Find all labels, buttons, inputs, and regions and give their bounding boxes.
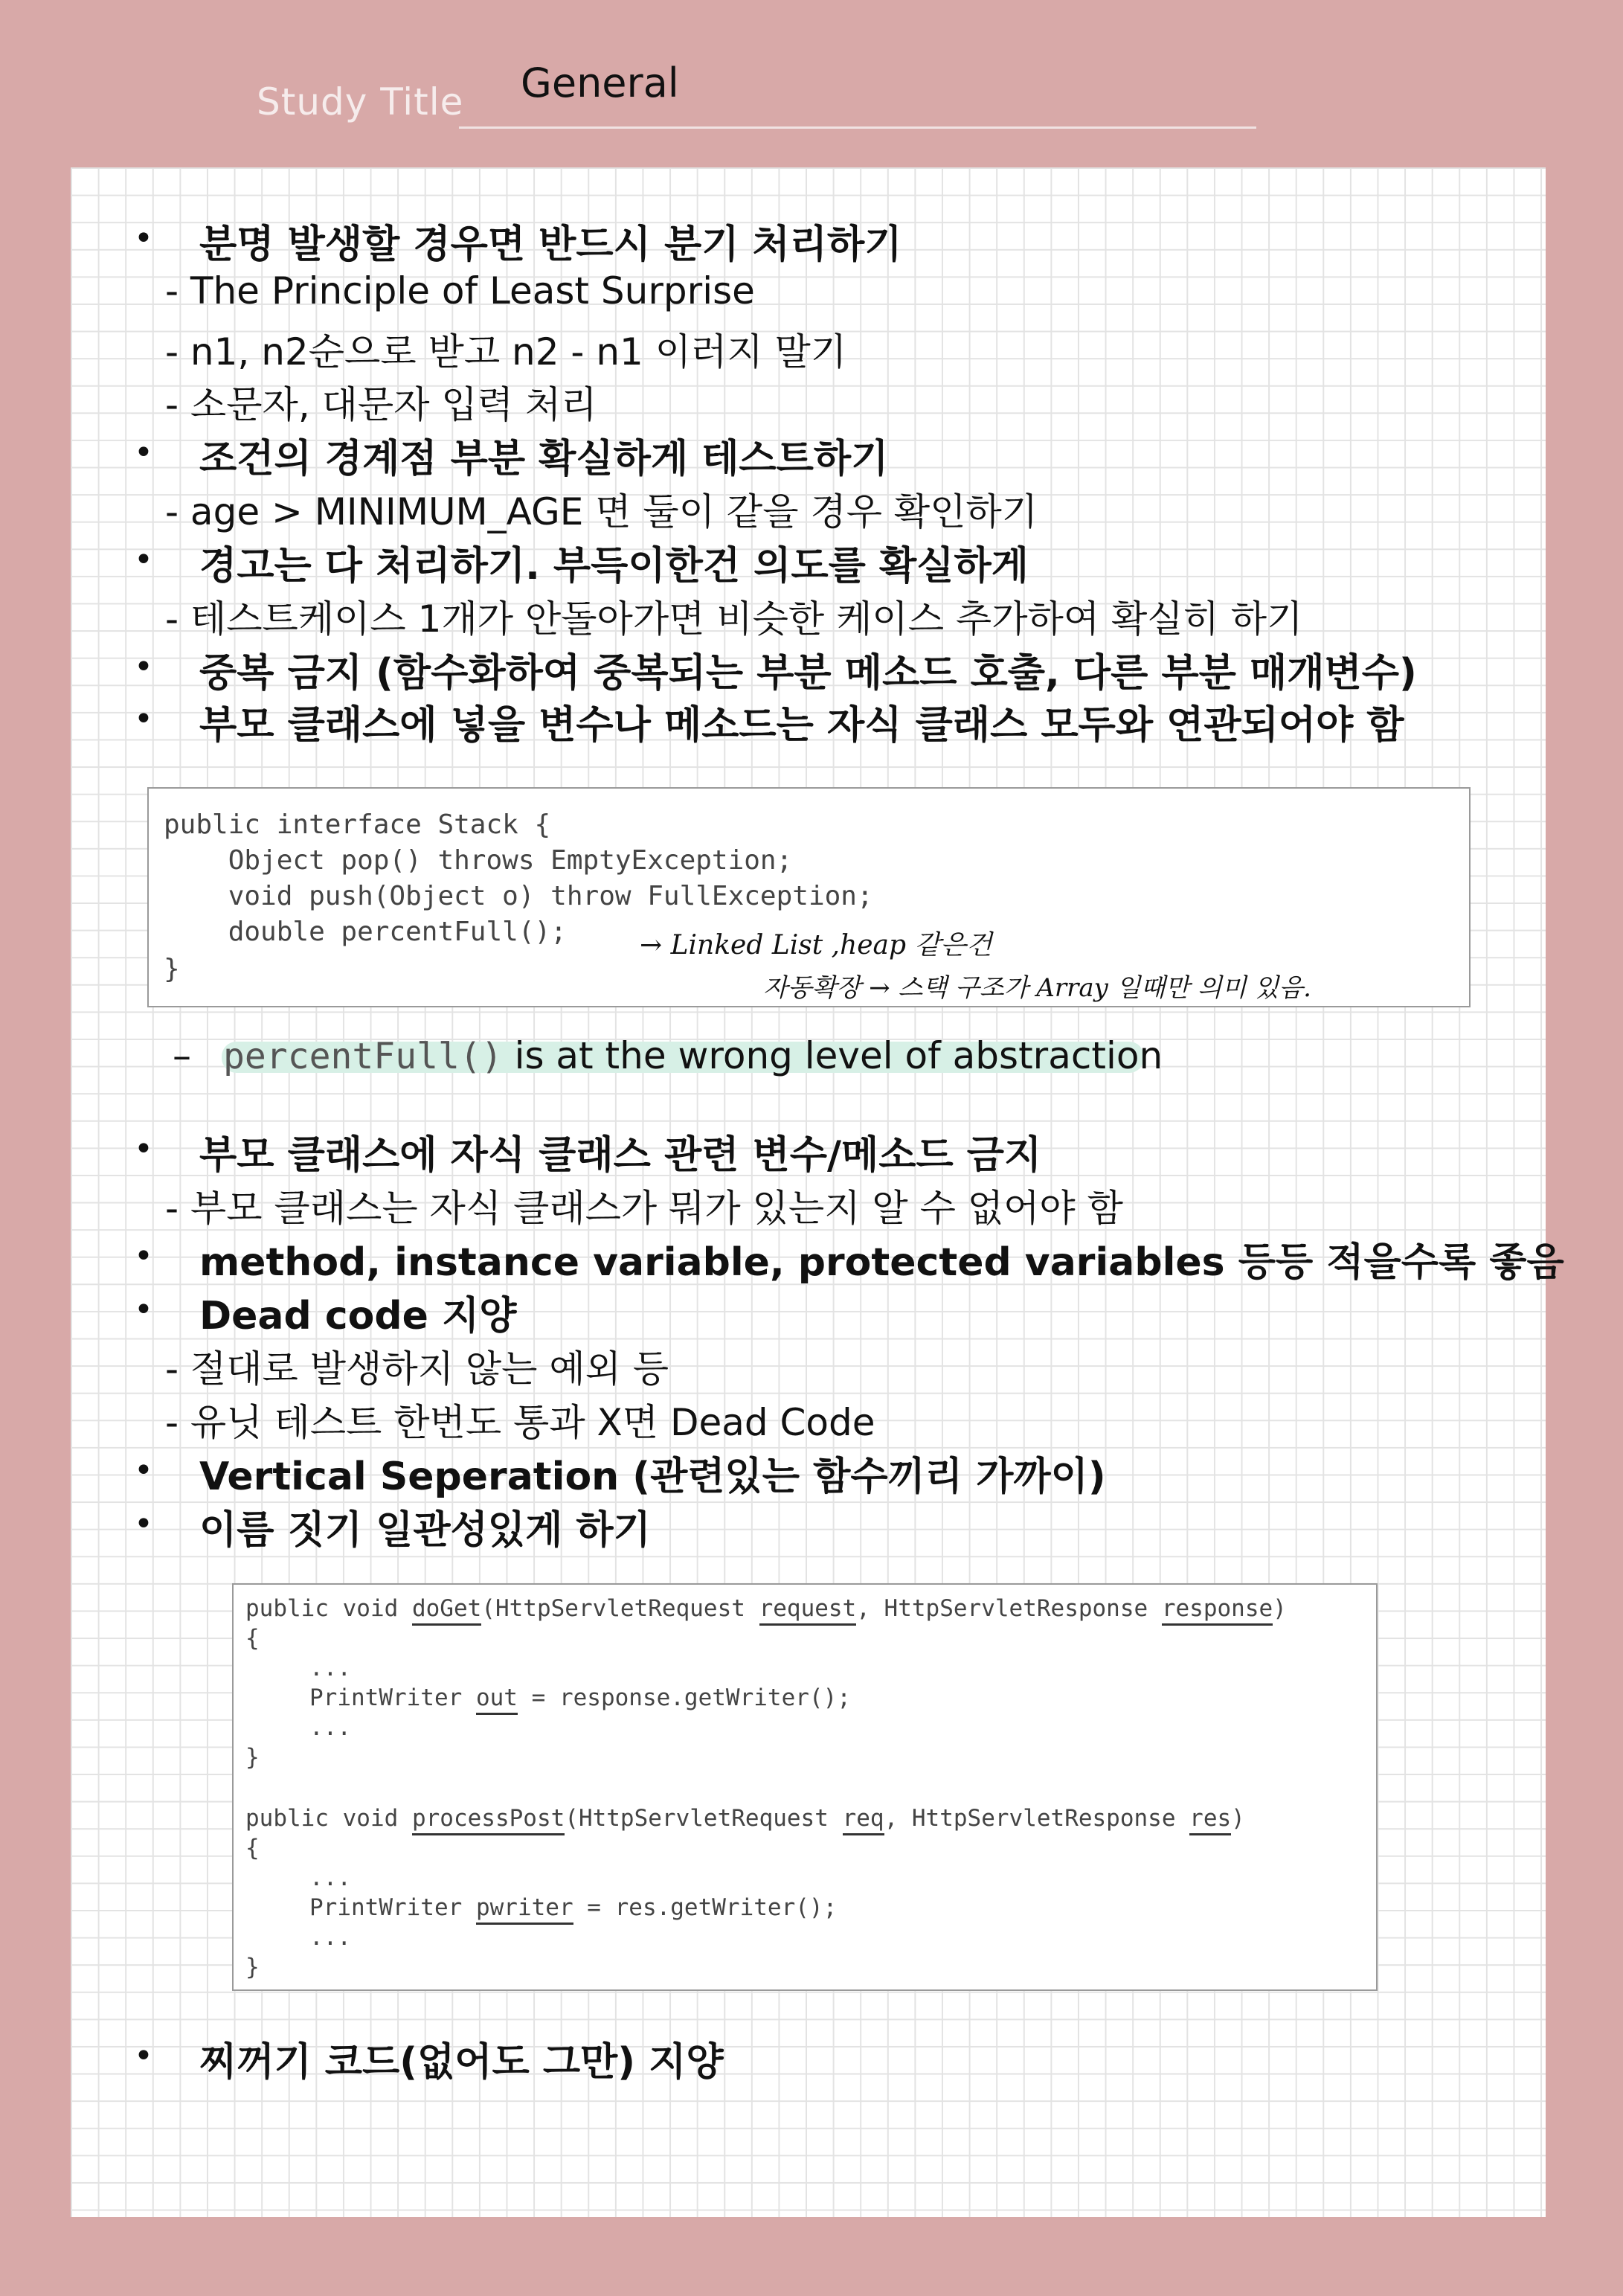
code-token: = res.getWriter(); <box>573 1894 838 1921</box>
bullet-text-10: 이름 짓기 일관성있게 하기 <box>199 1508 651 1553</box>
code-block-naming <box>232 1583 1378 1991</box>
bullet-11: • <box>134 2037 153 2075</box>
handwritten-note-1: → Linked List ,heap 같은건 <box>640 930 992 961</box>
sub-text-7: - 절대로 발생하지 않는 예외 등 <box>165 1347 669 1391</box>
sub-text-4: - age > MINIMUM_AGE 면 둘이 같을 경우 확인하기 <box>165 490 1038 533</box>
code-line: ... <box>309 1655 351 1681</box>
sub-text-2: - n1, n2순으로 받고 n2 - n1 이러지 말기 <box>165 330 847 373</box>
code-token-underlined: response <box>1162 1595 1273 1626</box>
code-token: = response.getWriter(); <box>517 1684 851 1711</box>
bullet-8: • <box>134 1291 153 1329</box>
code-token-underlined: doGet <box>412 1595 481 1626</box>
code-line: } <box>164 954 180 984</box>
code-token-underlined: request <box>759 1595 857 1626</box>
code-line: { <box>245 1835 260 1862</box>
bullet-text-9: Vertical Seperation (관련있는 함수끼리 가까이) <box>199 1455 1106 1499</box>
code-token: ) <box>1231 1805 1245 1832</box>
code-line: ... <box>309 1924 351 1951</box>
bullet-6: • <box>134 1130 153 1168</box>
bullet-text-2: 조건의 경계점 부분 확실하게 테스트하기 <box>199 437 889 481</box>
abstraction-code: percentFull() <box>223 1036 503 1077</box>
code-token: (HttpServletRequest <box>481 1595 759 1622</box>
bullet-2: • <box>134 434 153 472</box>
abstraction-line <box>223 1034 1163 1077</box>
code-token-underlined: res <box>1189 1805 1231 1835</box>
code-line: { <box>245 1625 260 1652</box>
bullet-4: • <box>134 648 153 686</box>
bullet-10: • <box>134 1505 153 1543</box>
bullet-text-1: 분명 발생할 경우면 반드시 분기 처리하기 <box>199 222 902 267</box>
code-token: (HttpServletRequest <box>565 1805 843 1832</box>
bullet-9: • <box>134 1452 153 1489</box>
code-line <box>309 1894 837 1921</box>
code-token: PrintWriter <box>309 1894 476 1921</box>
sub-text-3: - 소문자, 대문자 입력 처리 <box>165 383 597 426</box>
code-token: public void <box>245 1595 412 1622</box>
sub-text-5: - 테스트케이스 1개가 안돌아가면 비슷한 케이스 추가하여 확실히 하기 <box>165 597 1303 641</box>
code-line <box>245 1805 1245 1832</box>
bullet-text-5: 부모 클래스에 넣을 변수나 메소드는 자식 클래스 모두와 연관되어야 함 <box>199 703 1404 748</box>
code-line: void push(Object o) throw FullException; <box>164 881 873 911</box>
bullet-text-8: Dead code 지양 <box>199 1294 517 1338</box>
code-token-underlined: req <box>843 1805 884 1835</box>
code-token-underlined: out <box>476 1684 518 1715</box>
code-token: public void <box>245 1805 412 1832</box>
code-line: ... <box>309 1714 351 1741</box>
study-title-value: General <box>521 60 679 106</box>
code-token: PrintWriter <box>309 1684 476 1711</box>
header-label: Study Title <box>257 80 464 124</box>
code-line: Object pop() throws EmptyException; <box>164 845 793 876</box>
code-line: double percentFull(); <box>164 917 567 947</box>
bullet-1: • <box>134 219 153 257</box>
code-line: } <box>245 1954 260 1981</box>
bullet-text-3: 경고는 다 처리하기. 부득이한건 의도를 확실하게 <box>199 544 1029 589</box>
bullet-5: • <box>134 700 153 738</box>
sub-text-1: - The Principle of Least Surprise <box>165 269 755 312</box>
abstraction-text: is at the wrong level of abstraction <box>502 1034 1163 1077</box>
abstraction-dash: – <box>173 1034 191 1077</box>
code-line <box>309 1684 851 1711</box>
code-line: public interface Stack { <box>164 809 551 840</box>
code-line: } <box>245 1744 260 1771</box>
bullet-7: • <box>134 1237 153 1275</box>
bullet-text-11: 찌꺼기 코드(없어도 그만) 지양 <box>199 2040 724 2085</box>
handwritten-note-2: 자동확장 → 스택 구조가 Array 일때만 의미 있음. <box>763 973 1311 1003</box>
sub-text-8: - 유닛 테스트 한번도 통과 X면 Dead Code <box>165 1401 875 1444</box>
bullet-3: • <box>134 541 153 579</box>
code-token: , HttpServletResponse <box>884 1805 1190 1832</box>
code-token-underlined: processPost <box>412 1805 565 1835</box>
sub-text-6: - 부모 클래스는 자식 클래스가 뭐가 있는지 알 수 없어야 함 <box>165 1187 1123 1230</box>
code-block-stack <box>147 787 1471 1007</box>
bullet-text-6: 부모 클래스에 자식 클래스 관련 변수/메소드 금지 <box>199 1133 1042 1178</box>
code-line: ... <box>309 1864 351 1891</box>
code-token: , HttpServletResponse <box>856 1595 1162 1622</box>
bullet-text-4: 중복 금지 (함수화하여 중복되는 부분 메소드 호출, 다른 부분 매개변수) <box>199 651 1417 696</box>
code-token-underlined: pwriter <box>476 1894 573 1925</box>
code-line <box>245 1595 1287 1622</box>
header-underline <box>459 126 1256 129</box>
bullet-text-7: method, instance variable, protected variables 등등 적을수록 좋음 <box>199 1240 1564 1285</box>
code-token: ) <box>1273 1595 1287 1622</box>
